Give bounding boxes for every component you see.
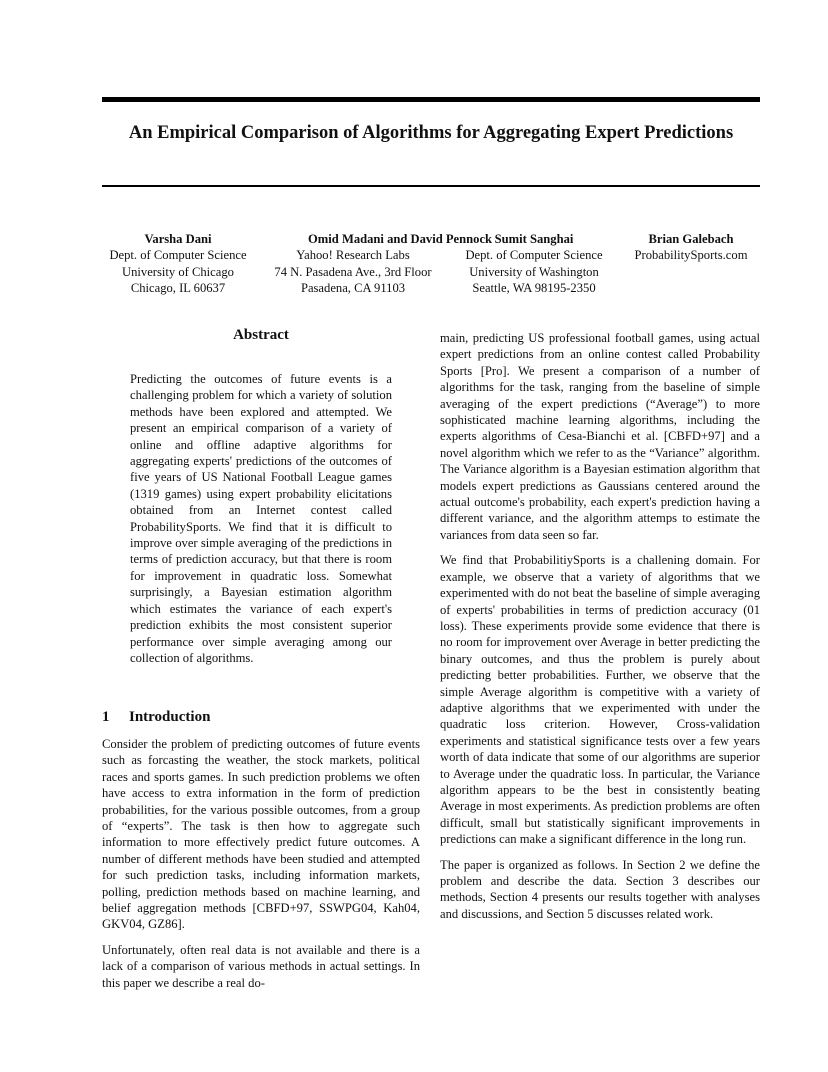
section-title: Introduction [129, 709, 211, 725]
author-2 [258, 231, 493, 297]
title-bottom-rule [102, 185, 760, 187]
body-paragraph: Unfortunately, often real data is not available and there is a lack of a comparison of various methods in actual settings. In this paper we describe a real do- [102, 942, 420, 990]
abstract-heading: Abstract [233, 327, 289, 343]
author-block [0, 231, 828, 301]
author-name: Omid Madani and David Pennock [308, 232, 493, 246]
body-paragraph: The paper is organized as follows. In Section 2 we define the problem and describe the data. Section 3 describes our methods, Section 4 presents our results together with analyses and discussions, and Section 5 discusses related work. [440, 857, 760, 921]
author-dept: Dept. of Computer Science [109, 248, 247, 263]
author-4 [618, 231, 764, 264]
section-heading [102, 709, 420, 726]
author-name: Varsha Dani [144, 232, 212, 246]
top-rule [102, 97, 760, 102]
author-institution: 74 N. Pasadena Ave., 3rd Floor [274, 264, 432, 279]
paper-title: An Empirical Comparison of Algorithms for Aggregating Expert Predictions [128, 123, 734, 143]
author-dept: Yahoo! Research Labs [296, 248, 410, 263]
abstract-text: Predicting the outcomes of future events is a challenging problem for which a variety of solution methods have been explored and attempted. We present an empirical comparison of a variety of online and offline adaptive algorithms for aggregating experts' predictions of the outcomes of five years of US National Football League games (1319 games) using expert probability elicitations obtained from an Internet contest called ProbabilitySports. We find that it is difficult to improve over simple averaging of the predictions in terms of prediction accuracy, but that there is room for improvement in quadratic loss. Somewhat surprisingly, a Bayesian estimation algorithm which estimates the variance of each expert's prediction exhibits the most consistent superior performance over simple averaging among our collection of algorithms. [130, 372, 392, 665]
author-address: Seattle, WA 98195-2350 [472, 281, 596, 296]
body-paragraph: Consider the problem of predicting outcomes of future events such as forcasting the weather, the stock markets, political races and sports games. In such prediction problems we often have access to extra information in the form of prediction probabilities, for the various possible outcomes, from a group of “experts”. The task is then how to aggregate such information to more effectively predict future outcomes. A number of different methods have been studied and attempted for such prediction tasks, including information markets, polling, prediction methods based on machine learning, and belief aggregation methods [CBFD+97, SSWPG04, Kah04, GKV04, GZ86]. [102, 737, 420, 932]
author-affiliation: ProbabilitySports.com [634, 248, 748, 263]
author-address: Pasadena, CA 91103 [300, 281, 406, 296]
author-1 [95, 231, 261, 297]
author-institution: University of Washington [469, 264, 599, 279]
body-paragraph: main, predicting US professional football games, using actual expert predictions from an online contest called Probability Sports [Pro]. We present a comparison of a number of algorithms for the task, ranging from the baseline of simple averaging of the expert predictions (“Average”) to more sophisticated machine learning algorithms, including the experts algorithms of Cesa-Bianchi et al. [CBFD+97] and a novel algorithm which we refer to as the “Variance” algorithm. The Variance algorithm is a Bayesian estimation algorithm that models expert predictions as Gaussians centered around the actual outcome's probability, each expert's prediction having a different variance, and the algorithm attemps to estimate the variances from data seen so far. [440, 331, 760, 542]
right-column-body [440, 330, 760, 931]
author-dept: Dept. of Computer Science [465, 248, 603, 263]
section-number: 1 [102, 709, 110, 725]
author-name: Sumit Sanghai [494, 232, 574, 246]
author-name: Brian Galebach [648, 232, 734, 246]
left-column-body [102, 736, 420, 1000]
body-paragraph: We find that ProbabilitiySports is a challening domain. For example, we observe that a variety of algorithms that we experimented with do not beat the baseline of simple averaging of experts' probabilities in terms of prediction accuracy (01 loss). These experiments provide some evidence that there is no room for improvement over Average in better predicting the binary outcomes, and thus the problem is purely about predicting better probabilities. Further, we observe that the simple Average algorithm is competitive with a variety of adaptive algorithms that we experimented with under the quadratic loss criterion. However, Cross-validation experiments and statistical significance tests over a few years worth of data indicate that some of our algorithms are superior to Average under the quadratic loss. In particular, the Variance algorithm appears to be the best in consistently beating Average in most experiments. As prediction problems are often difficult, small but statistically significant improvements in predictions can make a significant difference in the long run. [440, 553, 760, 847]
author-3 [452, 231, 616, 297]
author-institution: University of Chicago [122, 264, 234, 279]
author-address: Chicago, IL 60637 [130, 281, 226, 296]
